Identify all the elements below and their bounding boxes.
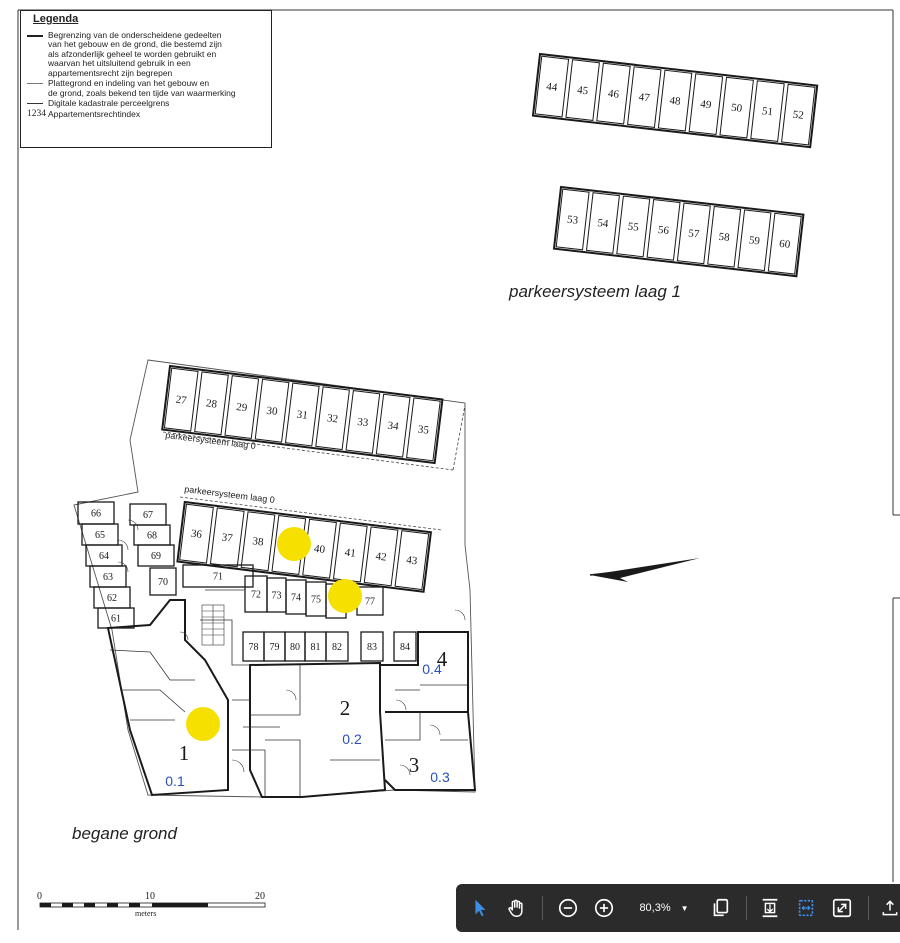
unit-number: 31 [296,408,309,422]
fit-width-button[interactable] [794,896,818,920]
parking-level0-label: parkeersysteem laag 0 [183,484,276,506]
unit-number: 34 [386,419,400,433]
north-arrow-icon [590,558,700,582]
legend-item-text: Plattegrond en indeling van het gebouw en de grond, zoals bekend ten tijde van waarmerking [48,78,236,98]
unit-number: 66 [91,508,101,520]
unit-number: 68 [147,530,157,542]
storage-right [130,504,176,595]
legend-item [27,31,265,79]
fit-page-icon [759,897,781,919]
unit-number: 35 [417,423,430,437]
unit-number: 51 [761,105,774,119]
handwritten-annotation: 0.3 [430,769,450,785]
handwritten-annotation: 0.1 [165,773,185,789]
unit-number: 45 [576,84,589,98]
apartment-number: 1 [178,741,190,765]
unit-number: 79 [269,641,280,653]
page-view-button[interactable] [708,896,732,920]
unit-number: 59 [748,234,761,248]
fit-width-icon [795,897,817,919]
unit-number: 47 [638,91,651,105]
parking-level0-label: parkeersysteem laag 0 [164,430,257,452]
select-tool-button[interactable] [468,896,492,920]
unit-number: 27 [174,393,188,407]
legend-symbol: 1234 [27,108,46,119]
cursor-icon [469,897,491,919]
unit-number: 75 [311,594,321,606]
unit-number: 57 [687,227,700,241]
pages-icon [709,897,731,919]
legend-item-text: Appartementsrechtindex [48,108,141,119]
legend-item [27,79,265,98]
fullscreen-button[interactable] [830,896,854,920]
handwritten-annotation: 0.2 [342,731,362,747]
unit-number: 60 [778,237,791,251]
scale-tick-label: 20 [255,891,265,902]
apartment-number: 4 [436,647,448,671]
unit-number: 30 [265,404,279,419]
unit-number: 78 [248,641,259,653]
unit-number: 73 [271,590,282,602]
scale-tick-label: 0 [37,891,42,902]
unit-number: 84 [400,641,410,653]
scale-unit-label: meters [135,909,157,918]
upload-icon [880,897,900,919]
hand-tool-button[interactable] [504,896,528,920]
zoom-in-icon [593,897,615,919]
unit-number: 71 [213,571,223,583]
unit-number: 42 [374,550,388,564]
unit-number: 54 [596,217,610,231]
highlight-marker [328,579,362,613]
thick-line-swatch [27,35,43,37]
toolbar-divider [746,896,747,920]
apartment-number: 3 [408,753,420,777]
toolbar-divider [868,896,869,920]
parking-level1-label: parkeersysteem laag 1 [509,282,681,301]
legend-item [27,99,265,109]
unit-number: 46 [607,87,620,101]
parcel-line-swatch [27,103,43,104]
unit-number: 33 [356,415,369,430]
unit-number: 50 [730,101,743,115]
unit-number: 82 [332,641,342,653]
thin-line-swatch [27,83,43,84]
handwritten-annotation: 0.4 [422,661,442,677]
ground-floor-label: begane grond [72,824,177,843]
hand-icon [505,897,527,919]
unit-number: 44 [545,80,558,94]
unit-number: 80 [290,641,300,653]
zoom-out-button[interactable] [556,896,580,920]
zoom-in-button[interactable] [592,896,616,920]
unit-number: 43 [405,554,418,568]
unit-number: 64 [99,550,109,562]
unit-number: 49 [699,98,712,112]
unit-number: 56 [657,223,670,238]
unit-number: 29 [235,401,248,415]
unit-number: 81 [310,641,321,653]
fullscreen-icon [831,897,853,919]
unit-number: 48 [668,94,682,108]
scale-bar [40,903,265,907]
unit-number: 83 [367,641,377,653]
unit-number: 61 [111,613,121,625]
legend-item [27,110,265,120]
unit-number: 67 [143,509,153,521]
fit-page-button[interactable] [758,896,782,920]
unit-number: 38 [251,535,265,549]
parking-level1-row2 [554,187,803,276]
unit-number: 28 [205,397,218,411]
storage-bottom [243,632,416,661]
unit-number: 74 [291,592,301,604]
unit-number: 69 [151,550,161,562]
unit-number: 65 [95,529,105,541]
apartment-number: 2 [339,696,351,720]
unit-number: 55 [627,220,640,234]
unit-number: 41 [344,546,357,560]
unit-number: 52 [792,108,805,122]
zoom-level-select[interactable] [628,897,700,919]
parking-level1-row1 [533,54,817,147]
unit-number: 77 [365,596,375,608]
highlight-marker [186,707,220,741]
unit-number: 70 [158,576,168,588]
unit-number: 62 [107,592,117,604]
legend-item-text: Begrenzing van de onderscheidene gedeelten van het gebouw en de grond, die bestemd zijn als afzonderlijk geheel te worden gebruikt en waarvan het uitsluitend gebruik in een appartementsrecht zijn begrepen [48,29,222,78]
unit-number: 40 [313,542,326,557]
legend-title: Legenda [33,13,79,25]
unit-number: 58 [717,230,731,245]
legend-item-text: Digitale kadastrale perceelgrens [48,98,170,108]
unit-number: 72 [251,589,261,601]
chevron-down-icon: ▼ [680,903,689,913]
zoom-level-value: 80,3% [639,902,671,914]
unit-number: 36 [190,527,203,541]
export-button[interactable] [880,896,900,920]
unit-number: 63 [103,571,113,583]
unit-number: 53 [566,213,579,227]
scale-tick-label: 10 [145,891,155,902]
legend-box [20,10,272,148]
toolbar-divider [542,896,543,920]
highlight-marker [277,527,311,561]
unit-number: 32 [326,412,339,426]
zoom-out-icon [557,897,579,919]
unit-number: 37 [220,531,234,545]
